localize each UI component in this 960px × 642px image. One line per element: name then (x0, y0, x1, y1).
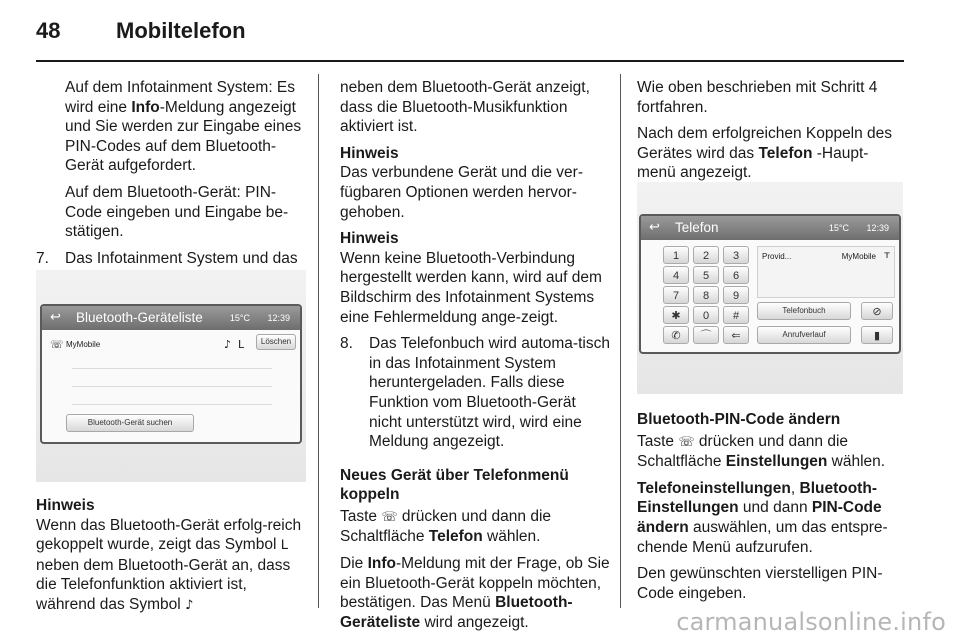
paragraph-info-message (36, 78, 308, 176)
clock: 12:39 (267, 313, 290, 323)
hint-block (36, 496, 308, 616)
backspace-icon[interactable]: ⇐ (723, 326, 749, 344)
phone-key-icon: ☏ (678, 434, 695, 450)
keypad-key[interactable]: 2 (693, 246, 719, 264)
section-heading-pair-new-device: Neues Gerät über Telefonmenü koppeln (340, 466, 569, 504)
text: Taste (637, 432, 679, 450)
text: auswählen, um das entspre-chende Menü aufzurufen. (637, 518, 888, 556)
list-divider (72, 368, 272, 369)
call-log-button[interactable]: Anrufverlauf (757, 326, 851, 344)
phone-key-icon: ☏ (381, 509, 398, 525)
text: und dann (738, 499, 812, 517)
text: -Meldung angezeigt und Sie werden zur Eingabe eines PIN-Codes auf dem Bluetooth-Gerät aufgefordert. (65, 98, 302, 175)
text: Auf dem Infotainment System: Es wird eine (65, 79, 296, 116)
device-name[interactable]: MyMobile (66, 340, 101, 349)
device-name: MyMobile (841, 252, 876, 261)
delete-button[interactable]: Löschen (256, 334, 296, 350)
screenshot-device-list (36, 270, 306, 482)
title-bar (42, 306, 300, 330)
hint-title: Hinweis (340, 144, 399, 162)
step-number: 7. (36, 249, 49, 267)
paragraph-confirm-info (340, 554, 610, 632)
step-text: Das Infotainment System und das (65, 249, 298, 267)
text: Taste (340, 507, 382, 525)
column-1-hint (36, 496, 308, 623)
temperature: 15°C (828, 223, 849, 233)
keypad-key[interactable]: 6 (723, 266, 749, 284)
paragraph-pin-entry: Auf dem Bluetooth-Gerät: PIN-Code eingeben und Eingabe be-stätigen. (65, 183, 289, 241)
hang-up-icon[interactable]: ⌒ (693, 326, 719, 344)
bold-text: Telefon (758, 144, 813, 162)
text: Nach dem erfolgreichen Koppeln des Gerätes wird das (637, 125, 893, 162)
step-text: Das Telefonbuch wird automa-tisch in das Infotainment System heruntergeladen. Falls diese Funktion vom Bluetooth-Gerät nicht unterstützt wird, wird eine Meldung angezeigt. (369, 335, 610, 451)
phone-icon: ☏ (50, 338, 64, 351)
temperature: 15°C (229, 313, 250, 323)
text: drücken und dann die Schaltfläche (340, 507, 552, 546)
keypad-key[interactable]: 1 (663, 246, 689, 264)
section-heading-change-pin: Bluetooth-PIN-Code ändern (637, 411, 841, 428)
screen-title: Bluetooth-Geräteliste (76, 310, 203, 325)
keypad-key[interactable]: # (723, 306, 749, 324)
column-1 (36, 78, 308, 288)
column-divider-2 (620, 74, 621, 608)
keypad-key[interactable]: 4 (663, 266, 689, 284)
phonebook-button[interactable]: Telefonbuch (757, 302, 851, 320)
text: wählen. (482, 528, 541, 546)
provider-name: Provid... (762, 252, 792, 261)
list-divider (72, 404, 272, 405)
page-header (0, 0, 960, 60)
bold-text: Bluetooth-Geräteliste (340, 594, 573, 631)
hint-text: Wenn keine Bluetooth-Verbindung hergestellt werden kann, wird auf dem Bildschirm des Infotainment Systems eine Fehlermeldung ange-zeigt. (340, 249, 602, 326)
text: -Meldung mit der Frage, ob Sie ein Bluetooth-Gerät koppeln möchten, bestätigen. Das Menü (340, 555, 610, 612)
text: , (790, 479, 800, 497)
hint-title: Hinweis (36, 497, 95, 514)
hint-title: Hinweis (340, 230, 399, 248)
watermark: carmanualsonline.info (676, 608, 946, 636)
step-number: 8. (340, 335, 353, 353)
search-device-button[interactable]: Bluetooth-Gerät suchen (66, 414, 194, 432)
paragraph-select-pin-change (637, 479, 903, 557)
keypad-key[interactable]: 3 (723, 246, 749, 264)
paragraph-phone-main-menu (637, 124, 903, 183)
list-divider (72, 386, 272, 387)
keypad-key[interactable]: 9 (723, 286, 749, 304)
bold-text: Telefon (428, 528, 483, 546)
page-title: Mobiltelefon (116, 18, 246, 43)
screenshot-phone-menu (637, 182, 903, 394)
clock: 12:39 (866, 223, 889, 233)
column-3-section (637, 410, 903, 610)
signal-icon: ᴛ (884, 250, 890, 261)
text: Die (340, 555, 368, 573)
handset-transfer-icon[interactable]: ▮ (861, 326, 893, 344)
header-rule (36, 60, 904, 62)
bold-text: Info (131, 98, 160, 116)
paragraph-enter-pin: Den gewünschten vierstelligen PIN-Code eingeben. (637, 565, 883, 602)
column-divider-1 (318, 74, 319, 608)
text: neben dem Bluetooth-Gerät an, dass die Telefonfunktion aktiviert ist, während das Symbol (36, 556, 291, 613)
keypad-key[interactable]: 7 (663, 286, 689, 304)
bold-text: Telefoneinstellungen (637, 479, 791, 497)
bold-text: Bluetooth-Einstellungen (637, 479, 877, 517)
column-3 (637, 78, 903, 190)
call-icon[interactable]: ✆ (663, 326, 689, 344)
keypad-key[interactable]: ✱ (663, 306, 689, 324)
phone-function-icon: ᒪ (280, 538, 288, 554)
music-icon: ♪ (185, 597, 194, 613)
back-icon[interactable]: ↩ (649, 219, 660, 234)
paragraph-press-settings (637, 432, 903, 472)
keypad-key[interactable]: 0 (693, 306, 719, 324)
paragraph-music-function: neben dem Bluetooth-Gerät anzeigt, dass die Bluetooth-Musikfunktion aktiviert ist. (340, 79, 590, 136)
text: -Haupt-menü angezeigt. (637, 144, 869, 182)
bold-text: PIN-Code ändern (637, 499, 882, 536)
paragraph-continue-step: Wie oben beschrieben mit Schritt 4 fortfahren. (637, 79, 878, 116)
screen-title: Telefon (675, 220, 719, 235)
mute-microphone-icon[interactable]: ⊘ (861, 302, 893, 320)
text: wird angezeigt. (420, 613, 529, 631)
hint-text: Das verbundene Gerät und die ver-fügbaren Optionen werden hervor-gehoben. (340, 164, 583, 221)
hint-connected-device (340, 144, 610, 222)
hint-no-connection (340, 229, 610, 327)
music-icon: ♪ (224, 338, 232, 351)
phone-screen (639, 214, 901, 354)
device-panel (757, 246, 895, 298)
device-list-screen (40, 304, 302, 444)
paragraph-press-button (340, 507, 610, 547)
phone-function-icon: ᒪ (238, 338, 245, 351)
text: Wenn das Bluetooth-Gerät erfolg-reich gekoppelt wurde, zeigt das Symbol (36, 516, 302, 554)
column-2 (340, 78, 610, 639)
page-number: 48 (36, 18, 61, 43)
text: wählen. (827, 453, 886, 471)
step-8 (340, 334, 610, 452)
title-bar (641, 216, 899, 240)
keypad-key[interactable]: 8 (693, 286, 719, 304)
back-icon[interactable]: ↩ (50, 309, 61, 324)
text: drücken und dann die Schaltfläche (637, 432, 849, 471)
bold-text: Info (367, 555, 396, 573)
keypad-key[interactable]: 5 (693, 266, 719, 284)
bold-text: Einstellungen (725, 453, 828, 471)
